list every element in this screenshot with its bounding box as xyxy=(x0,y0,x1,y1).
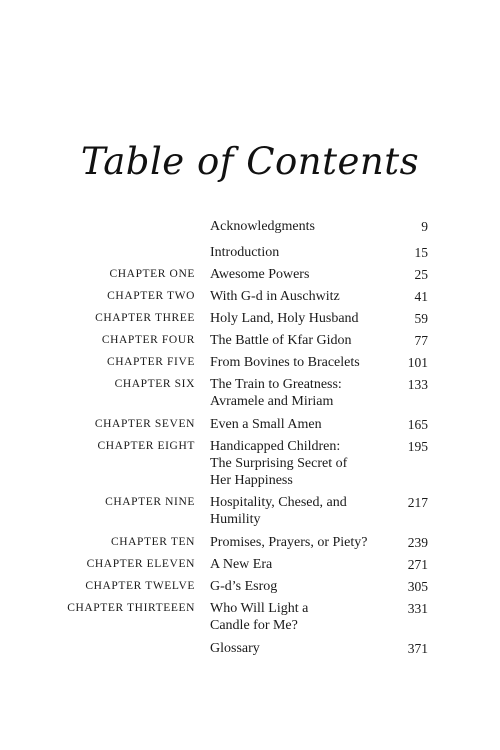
page-number: 217 xyxy=(407,495,428,510)
page-number: 165 xyxy=(407,417,428,432)
page-number: 195 xyxy=(407,439,428,454)
chapter-label: CHAPTER FIVE xyxy=(106,356,195,368)
chapter-label: CHAPTER NINE xyxy=(105,496,195,508)
page-title: Table of Contents xyxy=(80,140,420,183)
page-number: 133 xyxy=(407,377,428,392)
page-number: 25 xyxy=(414,267,428,282)
page-number: 15 xyxy=(414,245,428,260)
entry-title: The Train to Greatness: Avramele and Miriam xyxy=(210,377,342,409)
chapter-label: CHAPTER THIRTEEEN xyxy=(67,602,195,614)
entry-title: A New Era xyxy=(210,557,273,572)
entry-title: Holy Land, Holy Husband xyxy=(210,311,359,326)
entry-title: From Bovines to Bracelets xyxy=(210,355,360,370)
page-number: 305 xyxy=(407,579,428,594)
entry-title: Acknowledgments xyxy=(210,219,315,234)
entry-title: Introduction xyxy=(210,245,280,260)
page-number: 271 xyxy=(407,557,428,572)
page-number: 239 xyxy=(407,535,428,550)
page-number: 9 xyxy=(421,219,428,234)
entry-title: With G-d in Auschwitz xyxy=(210,289,340,304)
entry-title: Glossary xyxy=(210,641,260,656)
chapter-label: CHAPTER THREE xyxy=(95,312,195,324)
page-number: 101 xyxy=(407,355,428,370)
chapter-label: CHAPTER EIGHT xyxy=(97,440,195,452)
entry-title: Handicapped Children: The Surprising Secret of Her Happiness xyxy=(210,439,348,488)
chapter-label: CHAPTER SEVEN xyxy=(94,418,195,430)
entry-title: Even a Small Amen xyxy=(210,417,322,432)
chapter-label: CHAPTER FOUR xyxy=(101,334,195,346)
chapter-label: CHAPTER SIX xyxy=(114,378,195,390)
chapter-label: CHAPTER TEN xyxy=(110,536,195,548)
chapter-label: CHAPTER TWO xyxy=(107,290,195,302)
entry-title: G-d’s Esrog xyxy=(210,579,278,594)
page-number: 41 xyxy=(414,289,428,304)
page-number: 77 xyxy=(414,333,428,348)
chapter-label: CHAPTER TWELVE xyxy=(85,580,195,592)
entry-title: Promises, Prayers, or Piety? xyxy=(210,535,368,550)
entry-title: Awesome Powers xyxy=(210,267,310,282)
page-number: 331 xyxy=(407,601,428,616)
entry-title: Hospitality, Chesed, and Humility xyxy=(210,495,347,527)
entry-title: The Battle of Kfar Gidon xyxy=(210,333,352,348)
page-number: 371 xyxy=(407,641,428,656)
page-number: 59 xyxy=(414,311,428,326)
chapter-label: CHAPTER ELEVEN xyxy=(86,558,195,570)
chapter-label: CHAPTER ONE xyxy=(109,268,195,280)
entry-title: Who Will Light a Candle for Me? xyxy=(210,601,309,633)
